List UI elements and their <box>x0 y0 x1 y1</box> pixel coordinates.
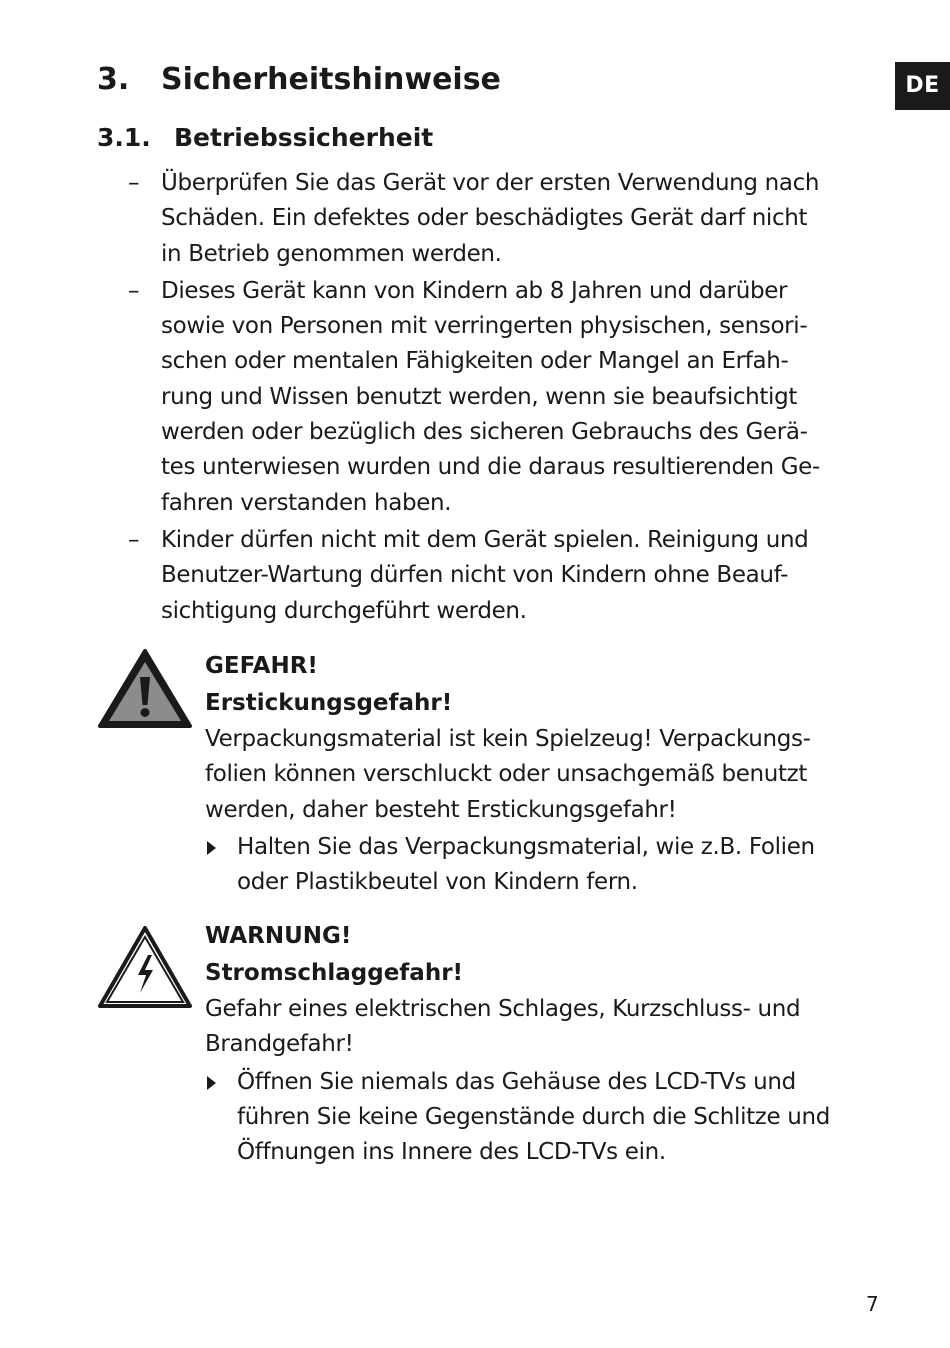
notice-line: Gefahr eines elektrischen Schlages, Kurzschluss- und <box>205 996 801 1022</box>
list-item-line: tes unterwiesen wurden und die daraus resultierenden Ge- <box>161 454 820 481</box>
list-item <box>128 274 898 521</box>
safety-bullet-list <box>128 166 898 631</box>
dash-marker: – <box>128 277 140 304</box>
notice-line: folien können verschluckt oder unsachgemäß benutzt <box>205 761 808 788</box>
dash-marker: – <box>128 170 140 196</box>
list-item-line: Schäden. Ein defektes oder beschädigtes Gerät darf nicht <box>161 205 808 232</box>
section-number: 3. <box>97 62 130 97</box>
action-line: oder Plastikbeutel von Kindern fern. <box>237 869 638 896</box>
notice-text <box>205 992 905 1063</box>
list-item-line: rung und Wissen benutzt werden, wenn sie beaufsichtigt <box>161 383 798 410</box>
dash-marker: – <box>128 526 140 553</box>
page-number: 7 <box>866 1292 879 1316</box>
signal-word: WARNUNG! <box>205 923 352 949</box>
subsection-heading <box>97 120 433 156</box>
list-item-line: Dieses Gerät kann von Kindern ab 8 Jahren und darüber <box>161 277 788 304</box>
general-warning-triangle-icon <box>97 648 193 730</box>
list-item <box>128 523 898 629</box>
section-heading <box>97 58 501 102</box>
list-item-line: fahren verstanden haben. <box>161 489 452 516</box>
action-line: Öffnen Sie niemals das Gehäuse des LCD-TVs und <box>237 1068 796 1095</box>
action-step <box>205 830 905 901</box>
subsection-number: 3.1. <box>97 123 151 152</box>
list-item-line: werden oder bezüglich des sicheren Gebrauchs des Gerä- <box>161 419 808 446</box>
list-item-line: schen oder mentalen Fähigkeiten oder Mangel an Erfah- <box>161 348 789 375</box>
list-item-line: sowie von Personen mit verringerten physischen, sensori- <box>161 313 808 340</box>
list-item-line: sichtigung durchgeführt werden. <box>161 597 527 624</box>
action-step <box>205 1065 905 1171</box>
list-item-line: Benutzer-Wartung dürfen nicht von Kindern ohne Beauf- <box>161 562 789 589</box>
subsection-title: Betriebssicherheit <box>174 123 434 152</box>
list-item-line: Kinder dürfen nicht mit dem Gerät spielen. Reinigung und <box>161 526 809 553</box>
notice-text <box>205 722 905 828</box>
hazard-title: Stromschlaggefahr! <box>205 960 464 986</box>
hazard-title: Erstickungsgefahr! <box>205 690 453 716</box>
action-line: Halten Sie das Verpackungsmaterial, wie z.B. Folien <box>237 833 815 860</box>
warning-notice-content <box>205 918 905 1170</box>
signal-word: GEFAHR! <box>205 653 318 679</box>
action-line: führen Sie keine Gegenstände durch die Schlitze und <box>237 1103 830 1130</box>
danger-notice-content <box>205 648 905 900</box>
list-item <box>128 166 898 272</box>
language-tab: DE <box>895 62 950 110</box>
notice-line: werden, daher besteht Erstickungsgefahr! <box>205 796 677 823</box>
notice-line: Brandgefahr! <box>205 1031 354 1058</box>
action-line: Öffnungen ins Innere des LCD-TVs ein. <box>237 1139 666 1166</box>
list-item-line: in Betrieb genommen werden. <box>161 240 502 267</box>
notice-line: Verpackungsmaterial ist kein Spielzeug! Verpackungs- <box>205 726 811 752</box>
action-arrow-icon <box>207 1076 216 1090</box>
action-arrow-icon <box>207 841 216 855</box>
section-title: Sicherheitshinweise <box>161 62 501 97</box>
electric-shock-triangle-icon <box>97 918 193 1010</box>
list-item-line: Überprüfen Sie das Gerät vor der ersten Verwendung nach <box>161 170 820 196</box>
